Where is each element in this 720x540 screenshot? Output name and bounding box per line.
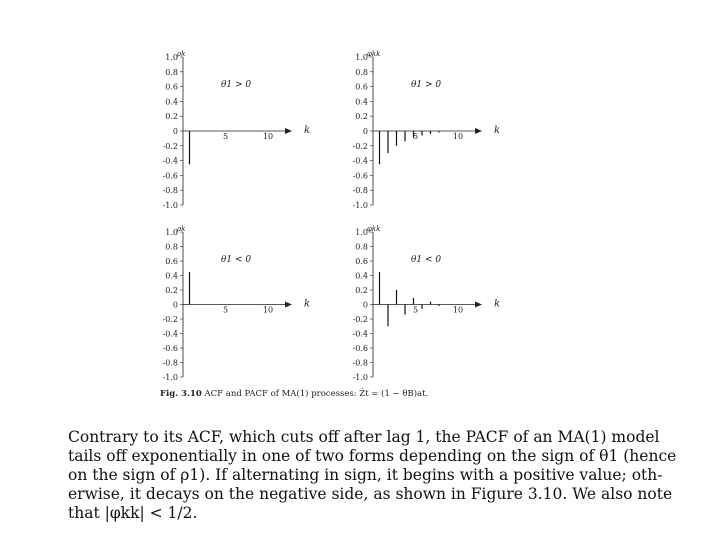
y-tick-label: -0.6 bbox=[162, 344, 178, 353]
figure-label: Fig. 3.10 bbox=[160, 389, 202, 399]
paragraph-line: tails off exponentially in one of two forms depending on the sign of θ1 (hence bbox=[68, 447, 677, 465]
y-tick-label: -0.4 bbox=[162, 156, 178, 166]
y-tick-label: 0.4 bbox=[355, 97, 368, 107]
condition-label: θ1 > 0 bbox=[221, 80, 252, 90]
body-paragraph bbox=[68, 428, 677, 523]
y-tick-label: 0.6 bbox=[165, 257, 178, 266]
chart-panel-3 bbox=[163, 225, 311, 382]
y-tick-label: -0.2 bbox=[162, 141, 178, 151]
y-tick-label: 0 bbox=[362, 300, 368, 310]
x-axis-arrow bbox=[475, 128, 482, 134]
y-tick-label: 0 bbox=[172, 300, 178, 310]
y-tick-label: -0.2 bbox=[352, 141, 368, 151]
y-tick-label: 0.2 bbox=[165, 286, 178, 295]
x-tick-label: 5 bbox=[222, 305, 229, 315]
x-tick-label: 10 bbox=[452, 132, 464, 141]
y-tick-label: 0.8 bbox=[165, 242, 178, 252]
y-tick-label: 1.0 bbox=[355, 228, 368, 237]
paragraph-line: erwise, it decays on the negative side, as shown in Figure 3.10. We also note bbox=[68, 485, 673, 503]
y-tick-label: 0.8 bbox=[355, 67, 368, 77]
y-tick-label: -0.8 bbox=[162, 358, 178, 368]
y-tick-label: -0.8 bbox=[352, 358, 368, 368]
y-tick-label: 0.6 bbox=[355, 257, 368, 266]
y-tick-label: -1.0 bbox=[162, 373, 178, 382]
chart-panel-2 bbox=[353, 50, 501, 210]
y-axis-label: ρk bbox=[177, 225, 186, 233]
y-tick-label: -1.0 bbox=[352, 201, 368, 210]
y-tick-label: 0 bbox=[172, 127, 178, 136]
y-tick-label: 0 bbox=[362, 127, 368, 136]
y-tick-label: 0.8 bbox=[165, 67, 178, 77]
condition-label: θ1 < 0 bbox=[411, 255, 442, 265]
condition-label: θ1 < 0 bbox=[221, 255, 252, 265]
y-tick-label: 1.0 bbox=[165, 53, 178, 62]
x-axis-label: k bbox=[494, 298, 501, 310]
figure-caption bbox=[160, 389, 428, 399]
y-axis-label: φkk bbox=[367, 50, 381, 58]
y-tick-label: 0.8 bbox=[355, 242, 368, 252]
x-tick-label: 5 bbox=[412, 305, 419, 315]
y-tick-label: -0.6 bbox=[352, 344, 368, 353]
y-tick-label: -0.4 bbox=[352, 156, 368, 166]
y-tick-label: 0.2 bbox=[165, 112, 178, 122]
y-tick-label: 0.2 bbox=[355, 112, 368, 122]
y-tick-label: -0.4 bbox=[352, 329, 368, 339]
y-tick-label: 0.2 bbox=[355, 286, 368, 295]
x-tick-label: 5 bbox=[222, 132, 229, 141]
x-axis-arrow bbox=[285, 128, 292, 134]
x-tick-label: 10 bbox=[452, 305, 464, 315]
y-tick-label: -0.2 bbox=[162, 315, 178, 324]
paragraph-line: on the sign of ρ1). If alternating in sign, it begins with a positive value; oth- bbox=[68, 466, 663, 484]
x-axis-arrow bbox=[285, 302, 292, 308]
y-tick-label: 1.0 bbox=[355, 53, 368, 62]
y-tick-label: -0.8 bbox=[162, 186, 178, 196]
y-tick-label: 1.0 bbox=[165, 228, 178, 237]
x-axis-label: k bbox=[304, 125, 311, 136]
chart-panel-4 bbox=[353, 225, 501, 382]
y-tick-label: -1.0 bbox=[162, 201, 178, 210]
x-axis-arrow bbox=[475, 302, 482, 308]
paragraph-line: Contrary to its ACF, which cuts off after lag 1, the PACF of an MA(1) model bbox=[68, 428, 660, 446]
y-tick-label: -0.6 bbox=[352, 171, 368, 181]
x-tick-label: 10 bbox=[262, 132, 274, 141]
y-axis-label: ρk bbox=[177, 50, 186, 58]
y-tick-label: -1.0 bbox=[352, 373, 368, 382]
x-axis-label: k bbox=[494, 125, 501, 136]
x-tick-label: 5 bbox=[412, 132, 419, 141]
x-tick-label: 10 bbox=[262, 305, 274, 315]
condition-label: θ1 > 0 bbox=[411, 80, 442, 90]
x-axis-label: k bbox=[304, 298, 311, 310]
y-axis-label: φkk bbox=[367, 225, 381, 233]
paragraph-line: that |φkk| < 1/2. bbox=[68, 504, 198, 522]
y-tick-label: 0.6 bbox=[165, 82, 178, 92]
chart-panel-1 bbox=[163, 50, 311, 210]
y-tick-label: 0.6 bbox=[355, 82, 368, 92]
y-tick-label: -0.8 bbox=[352, 186, 368, 196]
caption-text: ACF and PACF of MA(1) processes: Żt = (1 − θB)at. bbox=[204, 389, 429, 399]
y-tick-label: -0.6 bbox=[162, 171, 178, 181]
y-tick-label: 0.4 bbox=[165, 97, 178, 107]
y-tick-label: -0.2 bbox=[352, 315, 368, 324]
y-tick-label: 0.4 bbox=[165, 271, 178, 281]
y-tick-label: -0.4 bbox=[162, 329, 178, 339]
y-tick-label: 0.4 bbox=[355, 271, 368, 281]
